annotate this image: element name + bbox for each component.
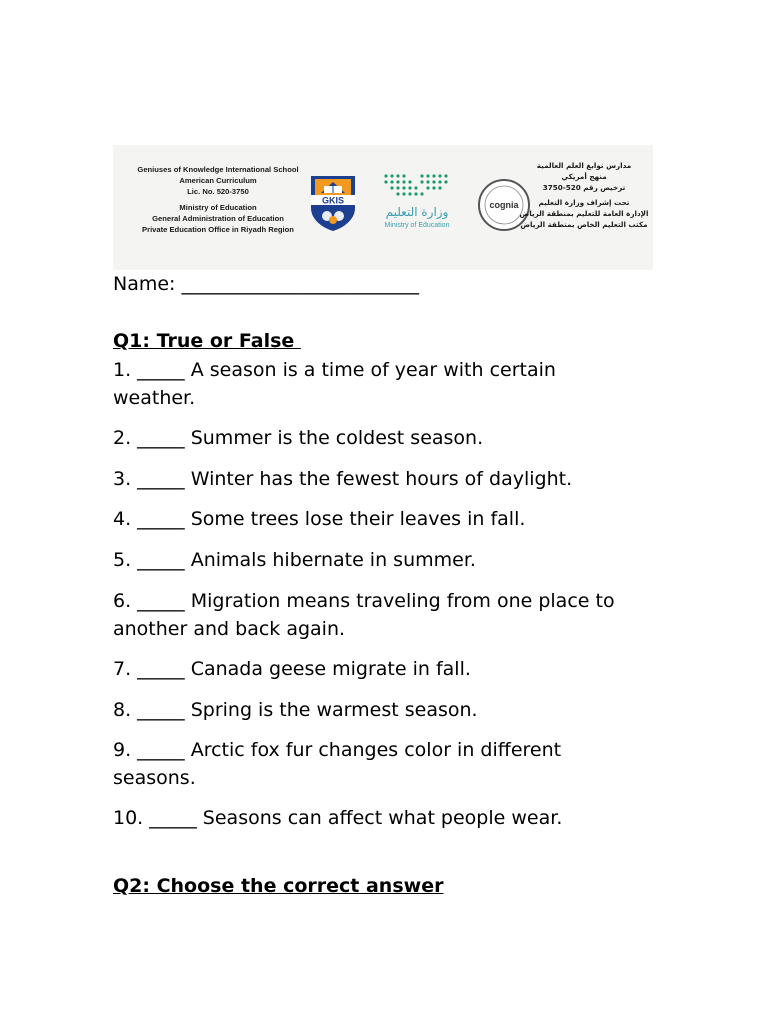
moe-arabic-name: وزارة التعليم <box>385 205 449 219</box>
q1-item-text: another and back again. <box>113 618 346 640</box>
school-en-line: General Administration of Education <box>152 214 284 223</box>
q1-item-1 <box>113 356 556 412</box>
q1-item-text: 6. _____ Migration means traveling from one place to <box>113 590 615 612</box>
school-crest-icon <box>309 174 357 232</box>
q1-item-text: seasons. <box>113 767 196 789</box>
q1-item-7: 7. _____ Canada geese migrate in fall. <box>113 658 471 680</box>
q2-title: Q2: Choose the correct answer <box>113 875 444 897</box>
school-ar-line: منهج أمريكي <box>561 172 607 181</box>
school-en-line: Ministry of Education <box>179 203 257 212</box>
q1-item-3: 3. _____ Winter has the fewest hours of daylight. <box>113 468 573 490</box>
q1-item-text: 1. _____ A season is a time of year with certain <box>113 359 556 381</box>
cognia-text: cognia <box>489 200 519 210</box>
crest-text: GKIS <box>321 195 345 206</box>
q1-item-8: 8. _____ Spring is the warmest season. <box>113 699 478 721</box>
school-ar-line: ترخيص رقم 520-3750 <box>542 183 626 192</box>
q1-item-4: 4. _____ Some trees lose their leaves in fall. <box>113 508 526 530</box>
school-ar-line: مدارس نوابغ العلم العالمية <box>536 161 632 170</box>
school-en-line: Private Education Office in Riyadh Region <box>142 225 294 234</box>
q1-item-10: 10. _____ Seasons can affect what people wear. <box>113 807 563 829</box>
q1-item-9 <box>113 736 561 792</box>
school-info-english <box>123 164 313 235</box>
q1-item-text: weather. <box>113 387 196 409</box>
school-ar-line: تحت إشراف وزارة التعليم <box>538 198 630 207</box>
school-en-line: Lic. No. 520-3750 <box>187 187 249 196</box>
q1-item-text: 9. _____ Arctic fox fur changes color in different <box>113 739 562 761</box>
moe-english-name: Ministry of Education <box>384 222 450 229</box>
school-ar-line: الإدارة العامة للتعليم بمنطقة الرياض <box>519 209 649 218</box>
q1-item-5: 5. _____ Animals hibernate in summer. <box>113 549 476 571</box>
q1-item-6 <box>113 587 615 643</box>
school-en-line: American Curriculum <box>179 176 257 185</box>
name-field[interactable]: Name: _________________________ <box>113 273 419 295</box>
school-en-line: Geniuses of Knowledge International School <box>137 165 299 174</box>
q1-title: Q1: True or False <box>113 330 301 352</box>
school-info-arabic <box>518 160 650 230</box>
school-ar-line: مكتب التعليم الخاص بمنطقة الرياض <box>520 220 648 229</box>
q1-item-2: 2. _____ Summer is the coldest season. <box>113 427 484 449</box>
